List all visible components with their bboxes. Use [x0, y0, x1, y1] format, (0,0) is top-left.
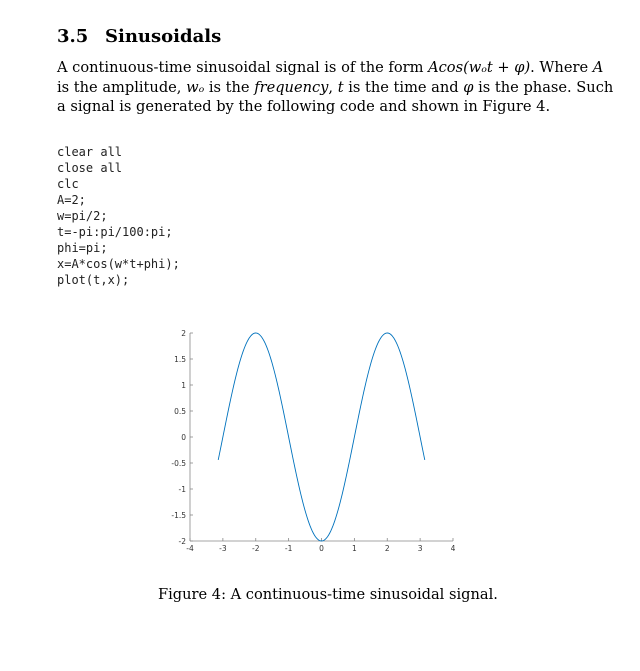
- y-tick-label: -1: [178, 485, 186, 494]
- x-tick-label: 0: [319, 544, 324, 553]
- y-tick-label: 1: [181, 381, 186, 390]
- symbol-phi: φ: [463, 78, 474, 96]
- code-line: clear all: [57, 145, 123, 159]
- text-run: . Where: [530, 59, 593, 76]
- code-line: close all: [57, 161, 123, 175]
- code-line: phi=pi;: [57, 241, 108, 255]
- x-tick-label: 2: [384, 544, 390, 553]
- x-tick-label: 4: [450, 544, 456, 553]
- text-run: ,: [328, 78, 338, 96]
- y-tick-label: -0.5: [171, 459, 186, 468]
- x-tick-label: -2: [252, 544, 260, 553]
- text-run: is the amplitude,: [57, 78, 187, 96]
- y-tick-label: 2: [181, 329, 186, 338]
- x-tick-label: -1: [284, 544, 293, 553]
- code-line: w=pi/2;: [57, 209, 108, 223]
- x-tick-label: -4: [186, 544, 194, 553]
- y-tick-label: -2: [178, 537, 186, 546]
- code-line: plot(t,x);: [57, 273, 130, 287]
- code-line: A=2;: [57, 193, 86, 207]
- code-line: clc: [57, 177, 79, 191]
- y-tick-label: -1.5: [171, 511, 186, 520]
- y-tick-label: 0.5: [174, 407, 186, 416]
- text-run: is the: [204, 78, 255, 96]
- figure-caption: Figure 4: A continuous-time sinusoidal signal.: [158, 586, 498, 603]
- term-frequency: frequency: [254, 78, 329, 96]
- x-tick-label: 3: [417, 544, 423, 553]
- section-number: 3.5: [57, 26, 89, 47]
- paragraph-line-3: a signal is generated by the following code and shown in Figure 4.: [57, 98, 551, 115]
- y-tick-label: 0: [181, 433, 186, 442]
- symbol-t: t: [337, 78, 344, 96]
- text-run: is the time and: [343, 78, 464, 96]
- section-title: Sinusoidals: [105, 26, 222, 47]
- symbol-w: wₒ: [186, 78, 205, 96]
- x-tick-label: -3: [219, 544, 227, 553]
- y-tick-label: 1.5: [174, 355, 186, 364]
- symbol-A: A: [592, 59, 604, 76]
- code-line: t=-pi:pi/100:pi;: [57, 225, 173, 239]
- formula: Acos(wₒt + φ): [428, 59, 531, 76]
- text-run: A continuous-time sinusoidal signal is of the form: [57, 59, 429, 76]
- x-tick-label: 1: [351, 544, 357, 553]
- code-line: x=A*cos(w*t+phi);: [57, 257, 180, 271]
- text-run: is the phase. Such: [473, 78, 614, 96]
- series-line-x: [218, 333, 425, 541]
